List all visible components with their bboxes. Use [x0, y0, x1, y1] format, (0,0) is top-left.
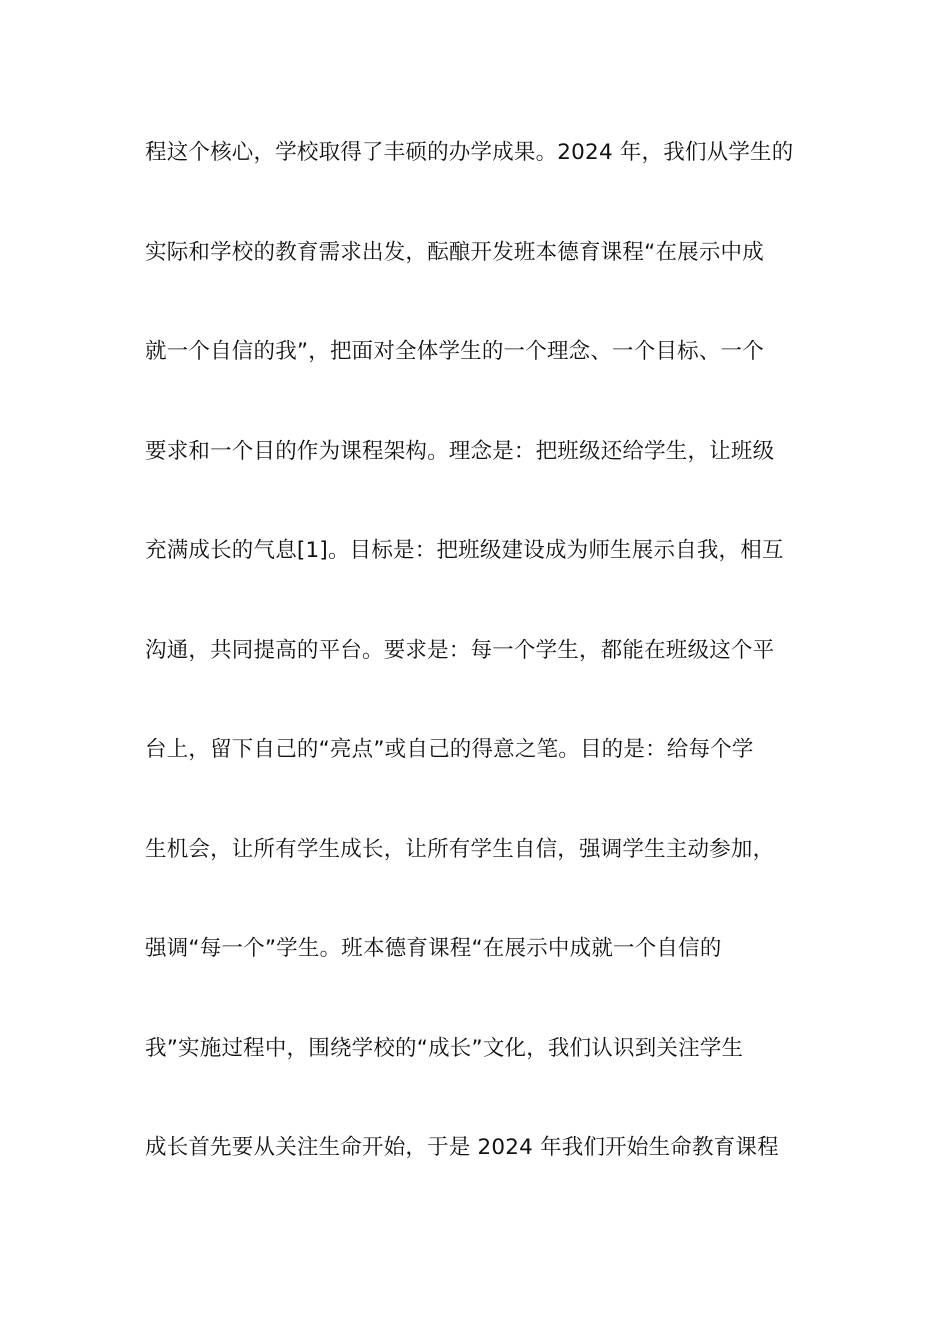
text-line: 沟通，共同提高的平台。要求是：每一个学生，都能在班级这个平 [145, 637, 775, 663]
text-line: 成长首先要从关注生命开始，于是 2024 年我们开始生命教育课程 [145, 1135, 779, 1160]
body-text [145, 133, 815, 1228]
text-line: 台上，留下自己的“亮点”或自己的得意之笔。目的是：给每个学 [145, 737, 754, 762]
text-line: 要求和一个目的作为课程架构。理念是：把班级还给学生，让班级 [145, 438, 775, 464]
text-line: 强调“每一个”学生。班本德育课程“在展示中成就一个自信的 [145, 936, 722, 961]
text-line: 充满成长的气息[1]。目标是：把班级建设成为师生展示自我，相互 [145, 538, 784, 563]
text-line: 实际和学校的教育需求出发，酝酿开发班本德育课程“在展示中成 [145, 239, 764, 265]
text-line: 生机会，让所有学生成长，让所有学生自信，强调学生主动参加， [145, 836, 775, 862]
text-line: 就一个自信的我”，把面对全体学生的一个理念、一个目标、一个 [145, 339, 764, 364]
text-line: 我”实施过程中，围绕学校的“成长”文化，我们认识到关注学生 [145, 1035, 744, 1061]
text-line: 程这个核心，学校取得了丰硕的办学成果。2024 年，我们从学生的 [145, 140, 794, 165]
